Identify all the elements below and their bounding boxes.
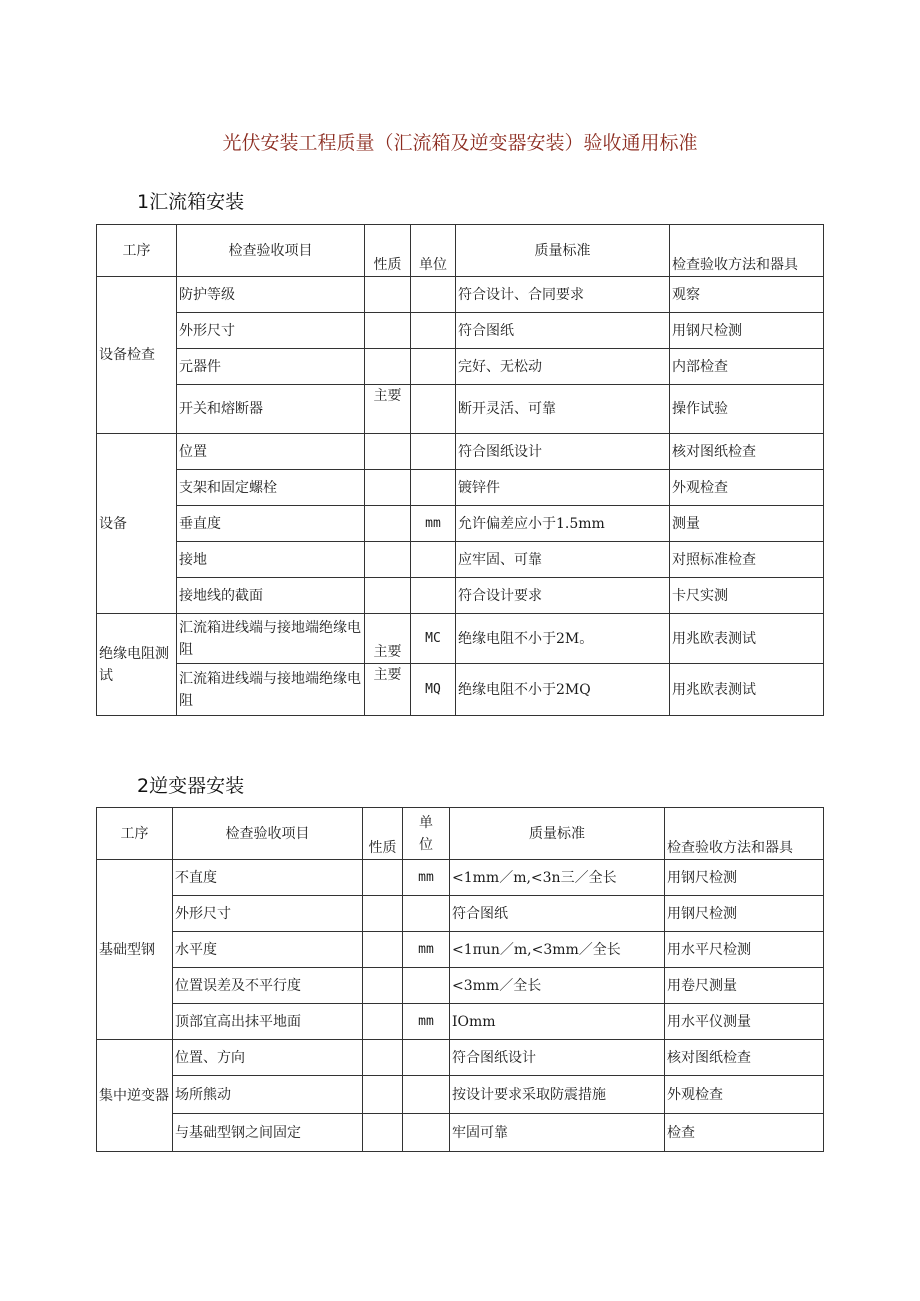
table-row xyxy=(97,860,824,896)
header-nature: 性质 xyxy=(365,225,411,277)
unit-cell xyxy=(411,470,456,506)
combiner-box-table xyxy=(96,224,824,716)
section-1-heading: 1汇流箱安装 xyxy=(137,191,245,213)
nature-cell xyxy=(363,1004,403,1040)
table-row xyxy=(97,542,824,578)
unit-cell: mm xyxy=(403,1004,450,1040)
standard-cell: 绝缘电阻不小于2M。 xyxy=(456,614,670,664)
item-cell: 位置误差及不平行度 xyxy=(173,968,363,1004)
header-process: 工序 xyxy=(97,225,177,277)
nature-cell xyxy=(363,1076,403,1114)
header-standard: 质量标准 xyxy=(450,808,665,860)
standard-cell: 按设计要求采取防震措施 xyxy=(450,1076,665,1114)
table-row xyxy=(97,1076,824,1114)
standard-cell: 完好、无松动 xyxy=(456,349,670,385)
unit-cell xyxy=(403,1076,450,1114)
nature-cell xyxy=(363,860,403,896)
standard-cell: 断开灵活、可靠 xyxy=(456,385,670,434)
item-cell: 元器件 xyxy=(177,349,365,385)
process-cell: 基础型钢 xyxy=(97,860,173,1040)
nature-cell xyxy=(363,968,403,1004)
unit-cell xyxy=(411,349,456,385)
standard-cell: 符合图纸 xyxy=(456,313,670,349)
standard-cell: 符合图纸设计 xyxy=(456,434,670,470)
nature-cell xyxy=(365,578,411,614)
standard-cell: 符合图纸设计 xyxy=(450,1040,665,1076)
process-cell: 集中逆变器 xyxy=(97,1040,173,1152)
unit-cell xyxy=(411,313,456,349)
nature-cell xyxy=(365,542,411,578)
item-cell: 垂直度 xyxy=(177,506,365,542)
unit-cell xyxy=(411,578,456,614)
method-cell: 观察 xyxy=(670,277,824,313)
section-2-heading: 2逆变器安装 xyxy=(137,775,245,797)
method-cell: 内部检查 xyxy=(670,349,824,385)
item-cell: 外形尺寸 xyxy=(173,896,363,932)
standard-cell: 符合设计、合同要求 xyxy=(456,277,670,313)
method-cell: 核对图纸检查 xyxy=(670,434,824,470)
unit-cell: mm xyxy=(411,506,456,542)
standard-cell: IOmm xyxy=(450,1004,665,1040)
nature-cell xyxy=(365,470,411,506)
item-cell: 位置 xyxy=(177,434,365,470)
method-cell: 用钢尺检测 xyxy=(665,860,824,896)
unit-cell xyxy=(403,1040,450,1076)
nature-cell: 主要 xyxy=(365,614,411,664)
standard-cell: 绝缘电阻不小于2MQ xyxy=(456,664,670,716)
table-row xyxy=(97,1040,824,1076)
unit-cell: mm xyxy=(403,860,450,896)
method-cell: 核对图纸检查 xyxy=(665,1040,824,1076)
table-row xyxy=(97,968,824,1004)
process-cell: 绝缘电阻测试 xyxy=(97,614,177,716)
item-cell: 接地 xyxy=(177,542,365,578)
standard-cell: 镀锌件 xyxy=(456,470,670,506)
nature-cell: 主要 xyxy=(365,385,411,434)
standard-cell: <1πun／m,<3mm／全长 xyxy=(450,932,665,968)
table-header-row xyxy=(97,225,824,277)
method-cell: 用水平仪测量 xyxy=(665,1004,824,1040)
standard-cell: 符合设计要求 xyxy=(456,578,670,614)
method-cell: 检查 xyxy=(665,1114,824,1152)
nature-cell xyxy=(365,434,411,470)
method-cell: 用钢尺检测 xyxy=(665,896,824,932)
header-method: 检查验收方法和器具 xyxy=(670,225,824,277)
table-row xyxy=(97,932,824,968)
table-row xyxy=(97,506,824,542)
nature-cell xyxy=(363,896,403,932)
method-cell: 操作试验 xyxy=(670,385,824,434)
method-cell: 用卷尺测量 xyxy=(665,968,824,1004)
unit-cell xyxy=(411,434,456,470)
table-row xyxy=(97,385,824,434)
unit-cell xyxy=(403,968,450,1004)
unit-cell xyxy=(411,542,456,578)
standard-cell: 牢固可靠 xyxy=(450,1114,665,1152)
process-cell: 设备 xyxy=(97,434,177,614)
item-cell: 外形尺寸 xyxy=(177,313,365,349)
item-cell: 场所熊动 xyxy=(173,1076,363,1114)
unit-cell: MQ xyxy=(411,664,456,716)
standard-cell: 应牢固、可靠 xyxy=(456,542,670,578)
item-cell: 开关和熔断器 xyxy=(177,385,365,434)
item-cell: 顶部宜高出抹平地面 xyxy=(173,1004,363,1040)
header-unit: 单位 xyxy=(411,225,456,277)
method-cell: 卡尺实测 xyxy=(670,578,824,614)
item-cell: 支架和固定螺栓 xyxy=(177,470,365,506)
nature-cell xyxy=(365,313,411,349)
table-row xyxy=(97,896,824,932)
nature-cell xyxy=(363,1040,403,1076)
nature-cell xyxy=(363,1114,403,1152)
header-process: 工序 xyxy=(97,808,173,860)
method-cell: 外观检查 xyxy=(670,470,824,506)
nature-cell xyxy=(365,277,411,313)
document-title: 光伏安装工程质量（汇流箱及逆变器安装）验收通用标准 xyxy=(222,132,698,154)
nature-cell xyxy=(365,349,411,385)
header-unit: 单位 xyxy=(403,808,450,860)
header-item: 检查验收项目 xyxy=(177,225,365,277)
nature-cell xyxy=(363,932,403,968)
table-row xyxy=(97,1114,824,1152)
table-row xyxy=(97,277,824,313)
item-cell: 与基础型钢之间固定 xyxy=(173,1114,363,1152)
method-cell: 用水平尺检测 xyxy=(665,932,824,968)
unit-cell xyxy=(403,896,450,932)
item-cell: 汇流箱进线端与接地端绝缘电阻 xyxy=(177,664,365,716)
header-method: 检查验收方法和器具 xyxy=(665,808,824,860)
item-cell: 接地线的截面 xyxy=(177,578,365,614)
table-header-row xyxy=(97,808,824,860)
table-row xyxy=(97,349,824,385)
table-row xyxy=(97,614,824,664)
table-row xyxy=(97,434,824,470)
unit-cell xyxy=(403,1114,450,1152)
inverter-table xyxy=(96,807,824,1152)
item-cell: 汇流箱进线端与接地端绝缘电阻 xyxy=(177,614,365,664)
unit-cell: mm xyxy=(403,932,450,968)
unit-cell xyxy=(411,385,456,434)
table-row xyxy=(97,470,824,506)
method-cell: 外观检查 xyxy=(665,1076,824,1114)
method-cell: 用兆欧表测试 xyxy=(670,614,824,664)
standard-cell: 符合图纸 xyxy=(450,896,665,932)
item-cell: 水平度 xyxy=(173,932,363,968)
standard-cell: <3mm／全长 xyxy=(450,968,665,1004)
unit-cell: MC xyxy=(411,614,456,664)
item-cell: 防护等级 xyxy=(177,277,365,313)
item-cell: 位置、方向 xyxy=(173,1040,363,1076)
method-cell: 对照标准检查 xyxy=(670,542,824,578)
nature-cell xyxy=(365,506,411,542)
table-row xyxy=(97,1004,824,1040)
header-nature: 性质 xyxy=(363,808,403,860)
table-row xyxy=(97,578,824,614)
header-item: 检查验收项目 xyxy=(173,808,363,860)
item-cell: 不直度 xyxy=(173,860,363,896)
table-row xyxy=(97,313,824,349)
table-row xyxy=(97,664,824,716)
header-standard: 质量标准 xyxy=(456,225,670,277)
method-cell: 用兆欧表测试 xyxy=(670,664,824,716)
method-cell: 测量 xyxy=(670,506,824,542)
standard-cell: 允许偏差应小于1.5mm xyxy=(456,506,670,542)
standard-cell: <1mm／m,<3n三／全长 xyxy=(450,860,665,896)
process-cell: 设备检查 xyxy=(97,277,177,434)
method-cell: 用钢尺检测 xyxy=(670,313,824,349)
nature-cell: 主要 xyxy=(365,664,411,716)
unit-cell xyxy=(411,277,456,313)
